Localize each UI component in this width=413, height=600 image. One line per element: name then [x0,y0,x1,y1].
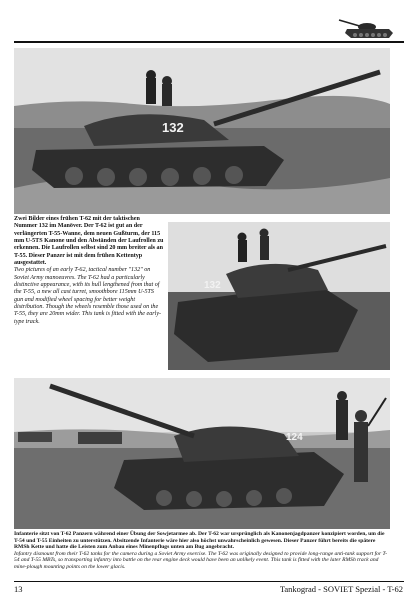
photo-t62-tank-132-field [14,48,390,214]
caption-lower [14,531,390,571]
header-rule [14,41,404,43]
caption-lower-english: Infantry dismount from their T-62 tanks for the camera during a Soviet Army exercise. The T-62 was originally designed to provide long-range anti-tank support for T-54 and T-55 MBTs, so transporting infantry into battle on the rear engine deck would have been an unlikely event. This tank is fitted with the later RMSh track and mine-plough mounting points on the lower glacis. [14,550,388,570]
tank-silhouette-icon [333,14,395,42]
caption-upper-german: Zwei Bilder eines frühen T-62 mit der taktischen Nummer 132 im Manöver. Der T-62 ist gut an der verlängerten T-55-Wanne, dem neuen Gußturm, der 115 mm U-5TS Kanone und den Abständen der Laufrollen zu erkennen. Die Laufrollen selbst sind 20 mm breiter als an T-55. Dieser Panzer ist mit dem frühen Kettentyp ausgestattet. [14,216,164,267]
caption-upper [14,216,164,326]
page-number: 13 [14,584,23,594]
publication-title: Tankograd - SOVIET Spezial - T-62 [279,584,403,594]
tank-number-124: 124 [286,432,303,443]
caption-lower-german: Infanterie sitzt von T-62 Panzern während einer Übung der Sowjetarmee ab. Der T-62 war ursprünglich als Kanonenjagdpanzer konzipiert worden, um die T-54 und T-55 Einheiten zu unterstützen. Absitzende Infanterie wäre hier also höchst unwahrscheinlich gewesen. Dieser Panzer führt bereits die spätere RMSh Kette und hatte die Leisten zum Anbau eines Minenpflugs unten am Bug angebracht. [14,531,385,551]
photo-t62-infantry-dismount [14,378,390,529]
photo-t62-tank-132-front [168,222,390,370]
tank-number-132-front: 132 [204,280,221,291]
footer-rule [14,581,404,582]
tank-number-132: 132 [162,120,184,135]
caption-upper-english: Two pictures of an early T-62, tactical number "132" on Soviet Army manoeuvres. The T-62 had a particularly distinctive appearance, with its hull lengthened from that of the T-55, a new all cast turret, smoothbore 115mm U-5TS gun and modified wheel spacing for better weight distribution. Though the wheels resemble those used on the T-55, they are 20mm wider. This tank is fitted with the early-type track. [14,267,162,325]
